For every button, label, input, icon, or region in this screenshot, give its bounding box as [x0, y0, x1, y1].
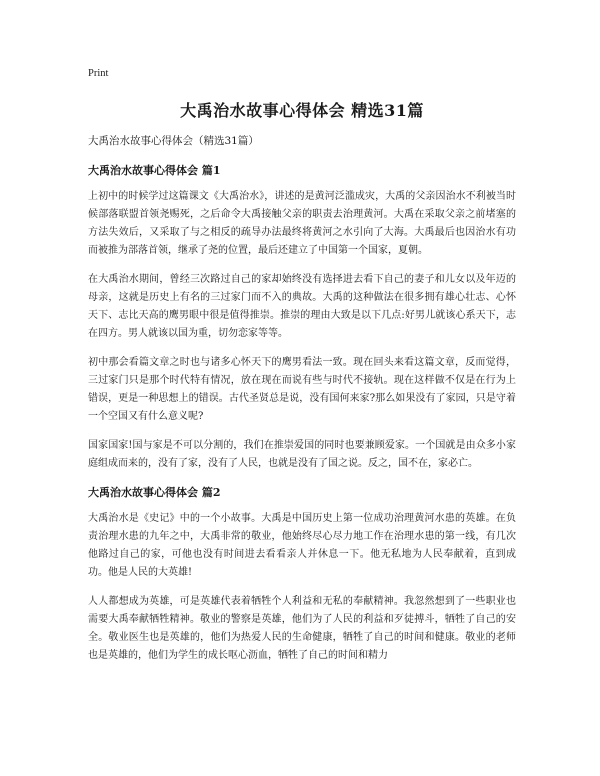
paragraph: 人人都想成为英雄，可是英雄代表着牺牲个人利益和无私的奉献精神。我忽然想到了一些职业也需要大禹奉献牺牲精神。敬业的警察是英雄，他们为了人民的利益和歹徒搏斗，牺牲了自己的安全。敬业医生也是英雄的，他们为热爱人民的生命健康，牺牲了自己的时间和健康。敬业的老师也是英雄的，他们为学生的成长呕心沥血，牺牲了自己的时间和精力: [88, 596, 516, 661]
print-label: Print: [88, 68, 109, 79]
paragraph: 在大禹治水期间，曾经三次路过自己的家却始终没有选择进去看下自己的妻子和儿女以及年迈的母亲，这就是历史上有名的三过家门而不入的典故。大禹的这种做法在很多拥有雄心壮志、心怀天下、志比天高的鹰男眼中很是值得推崇。推崇的理由大致是以下几点:好男儿就该心系天下，志在四方。男人就该以国为重，切勿恋家等等。: [88, 274, 516, 339]
document-subtitle: 大禹治水故事心得体会（精选31篇）: [88, 135, 259, 147]
paragraph: 国家国家!国与家是不可以分割的，我们在推崇爱国的同时也要兼顾爱家。一个国就是由众多小家庭组成而来的，没有了家，没有了人民，也就是没有了国之说。反之，国不在，家必亡。: [88, 440, 516, 469]
paragraph: 大禹治水是《史记》中的一个小故事。大禹是中国历史上第一位成功治理黄河水患的英雄。在负责治理水患的九年之中，大禹非常的敬业，他始终尽心尽力地工作在治理水患的第一线，有几次他路过自己的家，可他也没有时间进去看看亲人并休息一下。他无私地为人民奉献着，直到成功。他是人民的大英雄!: [88, 513, 516, 578]
section-heading: 大禹治水故事心得体会 篇2: [88, 486, 221, 499]
section-heading: 大禹治水故事心得体会 篇1: [88, 164, 221, 177]
paragraph: 初中那会看篇文章之时也与诸多心怀天下的鹰男看法一致。现在回头来看这篇文章，反而觉得，三过家门只是那个时代特有情况，放在现在而说有些与时代不接轨。现在这样做不仅是在行为上错误，更是一种思想上的错误。古代圣贤总是说，没有国何来家?那么如果没有了家园，只是守着一个空国又有什么意义呢?: [88, 357, 516, 422]
section-1: [88, 162, 516, 473]
paragraph: 上初中的时候学过这篇课文《大禹治水》，讲述的是黄河泛滥成灾，大禹的父亲因治水不利被当时候部落联盟首领尧赐死，之后命令大禹接触父亲的职责去治理黄河。大禹在采取父亲之前堵塞的方法失效后，又采取了与之相反的疏导办法最终将黄河之水引向了大海。大禹最后也因治水有功而被推为部落首领，继承了尧的位置，最后还建立了中国第一个国家，夏朝。: [88, 191, 516, 256]
section-2: [88, 484, 516, 665]
document-title: 大禹治水故事心得体会 精选31篇: [180, 101, 424, 120]
document-page: [88, 68, 516, 676]
